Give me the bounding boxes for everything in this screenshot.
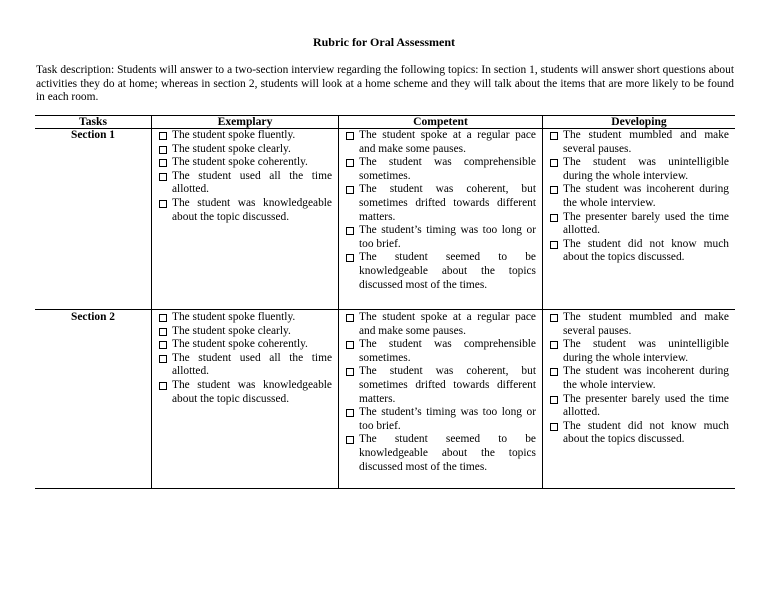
criterion-item: The student spoke at a regular pace and make some pauses.	[339, 129, 542, 156]
criterion-item: The student spoke coherently.	[152, 156, 338, 170]
criterion-item: The presenter barely used the time allotted.	[543, 393, 735, 420]
criterion-item: The student was unintelligible during the whole interview.	[543, 338, 735, 365]
criterion-item: The student spoke clearly.	[152, 325, 338, 339]
criterion-item: The student used all the time allotted.	[152, 352, 338, 379]
task-description: Task description: Students will answer to a two-section interview regarding the following topics: In section 1, students will answer short questions about activities they do at home; whereas in section 2, students will look at a home scheme and they will talk about the items that are more likely to be found in each room.	[36, 64, 734, 103]
developing-cell	[543, 310, 736, 489]
checkbox-icon	[550, 396, 558, 404]
criterion-item: The student mumbled and make several pauses.	[543, 129, 735, 156]
criterion-item: The student seemed to be knowledgeable about the topics discussed most of the times.	[339, 433, 542, 474]
criterion-item: The student spoke clearly.	[152, 143, 338, 157]
competent-cell	[339, 129, 543, 310]
checkbox-icon	[159, 159, 167, 167]
criterion-item: The student was knowledgeable about the topic discussed.	[152, 379, 338, 406]
checkbox-icon	[550, 341, 558, 349]
criterion-item: The student used all the time allotted.	[152, 170, 338, 197]
competent-cell	[339, 310, 543, 489]
checkbox-icon	[550, 241, 558, 249]
checkbox-icon	[346, 186, 354, 194]
criterion-item: The student’s timing was too long or too brief.	[339, 406, 542, 433]
criterion-item: The student spoke fluently.	[152, 129, 338, 143]
table-row	[35, 310, 735, 489]
checkbox-icon	[550, 214, 558, 222]
criterion-item: The student was knowledgeable about the topic discussed.	[152, 197, 338, 224]
criterion-item: The student was comprehensible sometimes.	[339, 156, 542, 183]
task-cell: Section 2	[35, 310, 152, 489]
checkbox-icon	[550, 368, 558, 376]
checkbox-icon	[346, 368, 354, 376]
criterion-item: The student spoke at a regular pace and make some pauses.	[339, 311, 542, 338]
criterion-item: The student did not know much about the topics discussed.	[543, 238, 735, 265]
criterion-item: The student mumbled and make several pauses.	[543, 311, 735, 338]
checkbox-icon	[346, 159, 354, 167]
checkbox-icon	[159, 132, 167, 140]
criterion-item: The presenter barely used the time allotted.	[543, 211, 735, 238]
criterion-item: The student’s timing was too long or too brief.	[339, 224, 542, 251]
header-exemplary: Exemplary	[152, 116, 339, 129]
table-row	[35, 129, 735, 310]
exemplary-cell	[152, 310, 339, 489]
checkbox-icon	[159, 328, 167, 336]
criterion-item: The student was incoherent during the whole interview.	[543, 183, 735, 210]
criterion-item: The student was comprehensible sometimes.	[339, 338, 542, 365]
document-title: Rubric for Oral Assessment	[312, 35, 456, 49]
checkbox-icon	[346, 341, 354, 349]
criterion-item: The student was unintelligible during the whole interview.	[543, 156, 735, 183]
header-competent: Competent	[339, 116, 543, 129]
checkbox-icon	[346, 409, 354, 417]
criterion-item: The student did not know much about the topics discussed.	[543, 420, 735, 447]
checkbox-icon	[159, 355, 167, 363]
checkbox-icon	[159, 382, 167, 390]
criterion-item: The student spoke coherently.	[152, 338, 338, 352]
header-developing: Developing	[543, 116, 736, 129]
criterion-item: The student was coherent, but sometimes drifted towards different matters.	[339, 183, 542, 224]
checkbox-icon	[550, 132, 558, 140]
checkbox-icon	[346, 254, 354, 262]
checkbox-icon	[550, 159, 558, 167]
header-row	[35, 116, 735, 129]
rubric-table	[35, 115, 735, 489]
checkbox-icon	[159, 341, 167, 349]
developing-cell	[543, 129, 736, 310]
task-cell: Section 1	[35, 129, 152, 310]
criterion-item: The student seemed to be knowledgeable about the topics discussed most of the times.	[339, 251, 542, 292]
checkbox-icon	[550, 423, 558, 431]
checkbox-icon	[550, 186, 558, 194]
exemplary-cell	[152, 129, 339, 310]
checkbox-icon	[159, 314, 167, 322]
checkbox-icon	[346, 227, 354, 235]
criterion-item: The student was incoherent during the whole interview.	[543, 365, 735, 392]
checkbox-icon	[346, 314, 354, 322]
criterion-item: The student was coherent, but sometimes drifted towards different matters.	[339, 365, 542, 406]
checkbox-icon	[550, 314, 558, 322]
checkbox-icon	[159, 200, 167, 208]
header-tasks: Tasks	[35, 116, 152, 129]
criterion-item: The student spoke fluently.	[152, 311, 338, 325]
checkbox-icon	[159, 146, 167, 154]
checkbox-icon	[346, 132, 354, 140]
checkbox-icon	[346, 436, 354, 444]
checkbox-icon	[159, 173, 167, 181]
